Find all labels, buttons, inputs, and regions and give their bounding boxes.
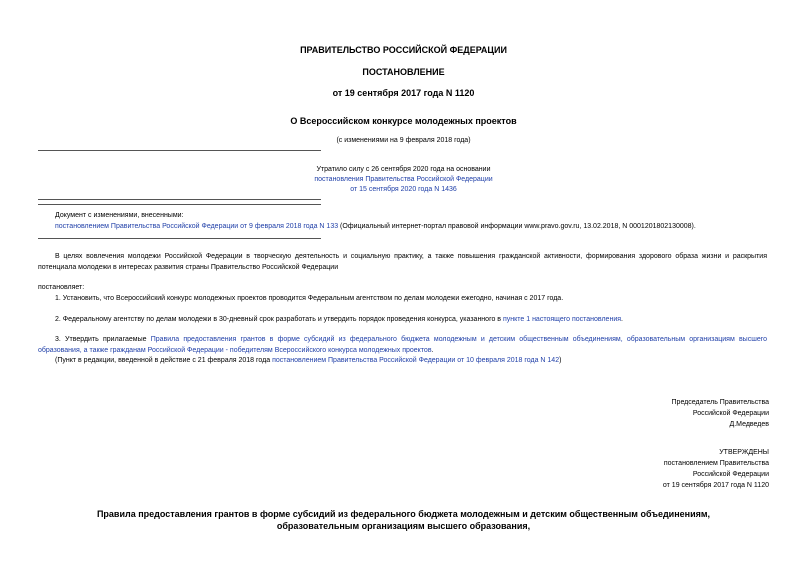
item-3-text: 3. Утвердить прилагаемые <box>55 336 151 343</box>
expired-line: Утратило силу с 26 сентября 2020 года на основании <box>316 166 491 173</box>
decides-label: постановляет: <box>38 284 85 291</box>
item-2 <box>38 314 767 325</box>
divider <box>38 199 321 200</box>
approved-block <box>663 447 769 491</box>
signature-line: Российской Федерации <box>692 410 769 417</box>
item-3-end: . <box>431 347 434 354</box>
document-date-number: от 19 сентября 2017 года N 1120 <box>332 88 475 98</box>
approved-line: УТВЕРЖДЕНЫ <box>719 449 769 456</box>
expired-notice <box>0 165 807 195</box>
signature-name: Д.Медведев <box>729 421 769 428</box>
item-3-link[interactable]: Правила предоставления грантов в форме субсидий из федерального бюджета молодежным и детским общественным объединениям, образовательным организациям высшего образования, а также гражданам Российской Федерации - победителям Всероссийского конкурса молодежных проектов <box>38 336 768 354</box>
approved-line: постановлением Правительства <box>663 460 769 467</box>
government-heading: ПРАВИТЕЛЬСТВО РОССИЙСКОЙ ФЕДЕРАЦИИ <box>300 45 507 55</box>
divider <box>38 238 321 239</box>
item-3 <box>38 334 767 356</box>
amendment-link[interactable]: постановлением Правительства Российской Федерации от 9 февраля 2018 года N 133 <box>55 223 339 230</box>
approved-line: от 19 сентября 2017 года N 1120 <box>662 482 769 489</box>
changes-note: (с изменениями на 9 февраля 2018 года) <box>336 137 471 144</box>
amendment-source: (Официальный интернет-портал правовой информации www.pravo.gov.ru, 13.02.2018, N 0001201802130008). <box>338 223 696 230</box>
amendments-label: Документ с изменениями, внесенными: <box>55 212 184 219</box>
expired-link-2[interactable]: от 15 сентября 2020 года N 1436 <box>350 186 457 193</box>
expired-link-1[interactable]: постановления Правительства Российской Федерации <box>314 176 493 183</box>
item-2-end: . <box>621 316 623 323</box>
signature-line: Председатель Правительства <box>671 399 769 406</box>
item-2-link[interactable]: пункте 1 настоящего постановления <box>502 316 622 323</box>
item-3-note-link[interactable]: постановлением Правительства Российской Федерации от 10 февраля 2018 года N 142 <box>272 357 560 364</box>
divider <box>38 150 321 151</box>
document-type: ПОСТАНОВЛЕНИЕ <box>362 67 445 77</box>
divider <box>38 204 321 205</box>
preamble: В целях вовлечения молодежи Российской Федерации в творческую деятельность и социальную практику, а также повышения гражданской активности, формирования здорового образа жизни и раскрытия потенциала молодежи в интересах развития страны Правительство Российской Федерации <box>38 253 767 271</box>
rules-title: Правила предоставления грантов в форме субсидий из федерального бюджета молодежным и детским общественным объединениям, образовательным организациям высшего образования, <box>96 509 711 531</box>
item-1: 1. Установить, что Всероссийский конкурс молодежных проектов проводится Федеральным агентством по делам молодежи ежегодно, начиная с 2017 года. <box>55 295 564 302</box>
amendments-block <box>55 210 775 232</box>
item-3-note <box>38 355 767 366</box>
approved-line: Российской Федерации <box>692 471 769 478</box>
item-3-note-text: (Пункт в редакции, введенной в действие с 21 февраля 2018 года <box>55 357 273 364</box>
item-3-note-end: ) <box>559 357 562 364</box>
signature-block <box>672 397 769 430</box>
item-2-text: 2. Федеральному агентству по делам молодежи в 30-дневный срок разработать и утвердить порядок проведения конкурса, указанного в <box>55 316 503 323</box>
document-title: О Всероссийском конкурсе молодежных проектов <box>290 116 517 126</box>
